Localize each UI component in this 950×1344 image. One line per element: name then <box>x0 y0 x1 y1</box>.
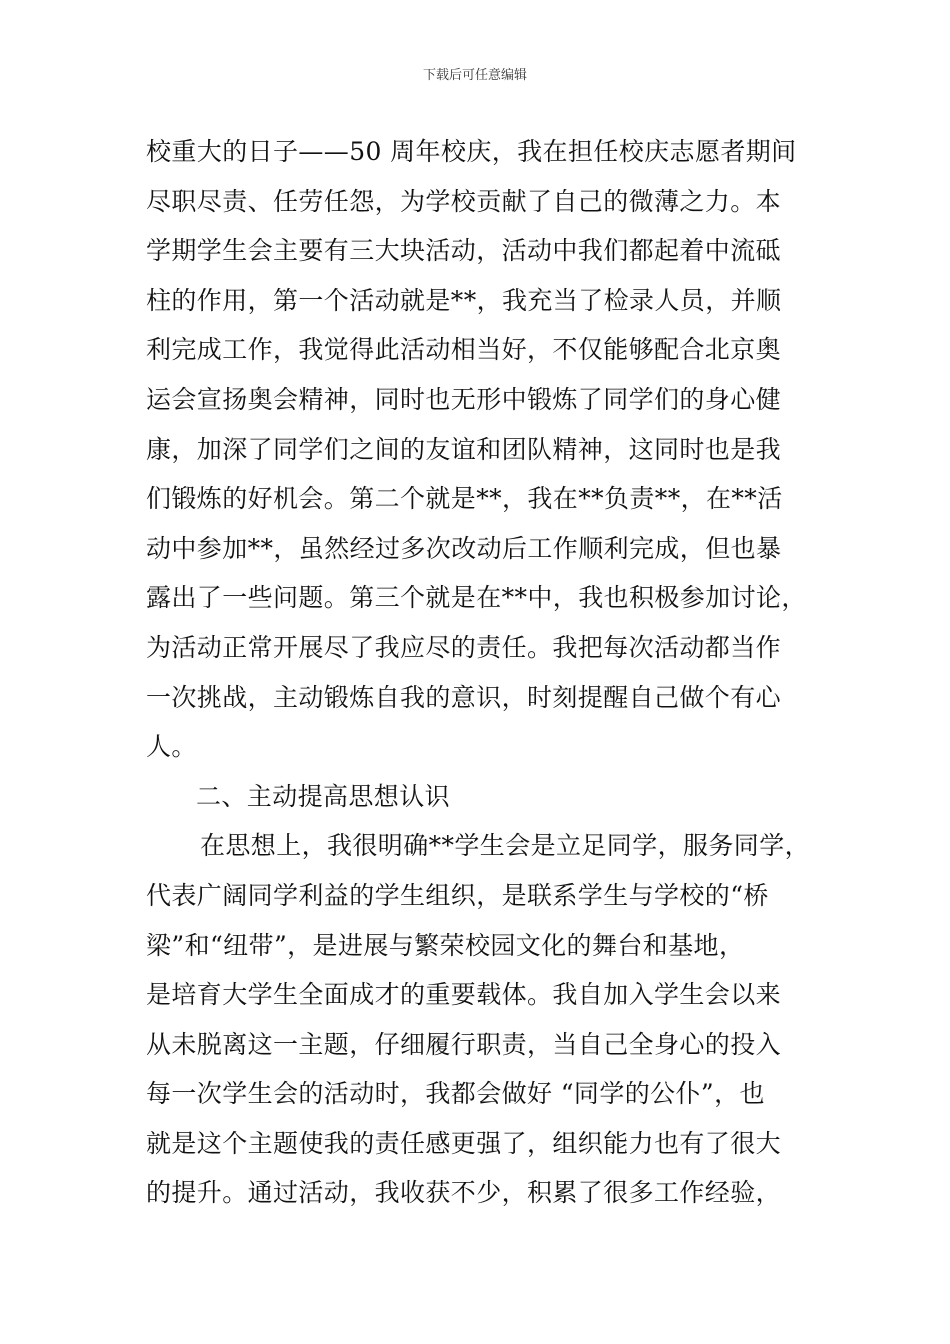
text-line: 是培育大学生全面成才的重要载体。我自加入学生会以来 <box>146 980 782 1010</box>
text-line: 代表广阔同学利益的学生组织，是联系学生与学校的“桥 <box>146 880 769 910</box>
text-line: 从未脱离这一主题，仔细履行职责，当自己全身心的投入 <box>146 1029 782 1059</box>
text-line: 校重大的日子——50 周年校庆，我在担任校庆志愿者期间 <box>146 137 797 166</box>
text-line: 的提升。通过活动，我收获不少，积累了很多工作经验， <box>146 1178 782 1208</box>
section-heading: 二、主动提高思想认识 <box>196 781 451 811</box>
text-line: 人。 <box>146 732 197 762</box>
page-header: 下载后可任意编辑 <box>422 68 527 83</box>
paragraph-first-line: 在思想上，我很明确**学生会是立足同学，服务同学， <box>200 831 811 861</box>
text-line: 每一次学生会的活动时，我都会做好 “同学的公仆”，也 <box>146 1079 765 1109</box>
text-line: 柱的作用，第一个活动就是**，我充当了检录人员，并顺 <box>146 285 782 315</box>
text-line: 运会宣扬奥会精神，同时也无形中锻炼了同学们的身心健 <box>146 384 782 414</box>
text-line: 梁”和“纽带”，是进展与繁荣校园文化的舞台和基地， <box>146 930 745 960</box>
text-line: 动中参加**，虽然经过多次改动后工作顺利完成，但也暴 <box>146 533 782 563</box>
text-line: 尽职尽责、任劳任怨，为学校贡献了自己的微薄之力。本 <box>146 186 782 216</box>
text-line: 露出了一些问题。第三个就是在**中，我也积极参加讨论， <box>146 583 807 613</box>
text-line: 学期学生会主要有三大块活动，活动中我们都起着中流砥 <box>146 236 782 266</box>
text-line: 就是这个主题使我的责任感更强了，组织能力也有了很大 <box>146 1128 782 1158</box>
text-line: 一次挑战，主动锻炼自我的意识，时刻提醒自己做个有心 <box>146 682 782 712</box>
text-line: 为活动正常开展尽了我应尽的责任。我把每次活动都当作 <box>146 632 782 662</box>
text-line: 们锻炼的好机会。第二个就是**，我在**负责**，在**活 <box>146 484 783 514</box>
text-line: 康，加深了同学们之间的友谊和团队精神，这同时也是我 <box>146 434 782 464</box>
text-line: 利完成工作，我觉得此活动相当好，不仅能够配合北京奥 <box>146 335 782 365</box>
document-body <box>146 127 826 1218</box>
